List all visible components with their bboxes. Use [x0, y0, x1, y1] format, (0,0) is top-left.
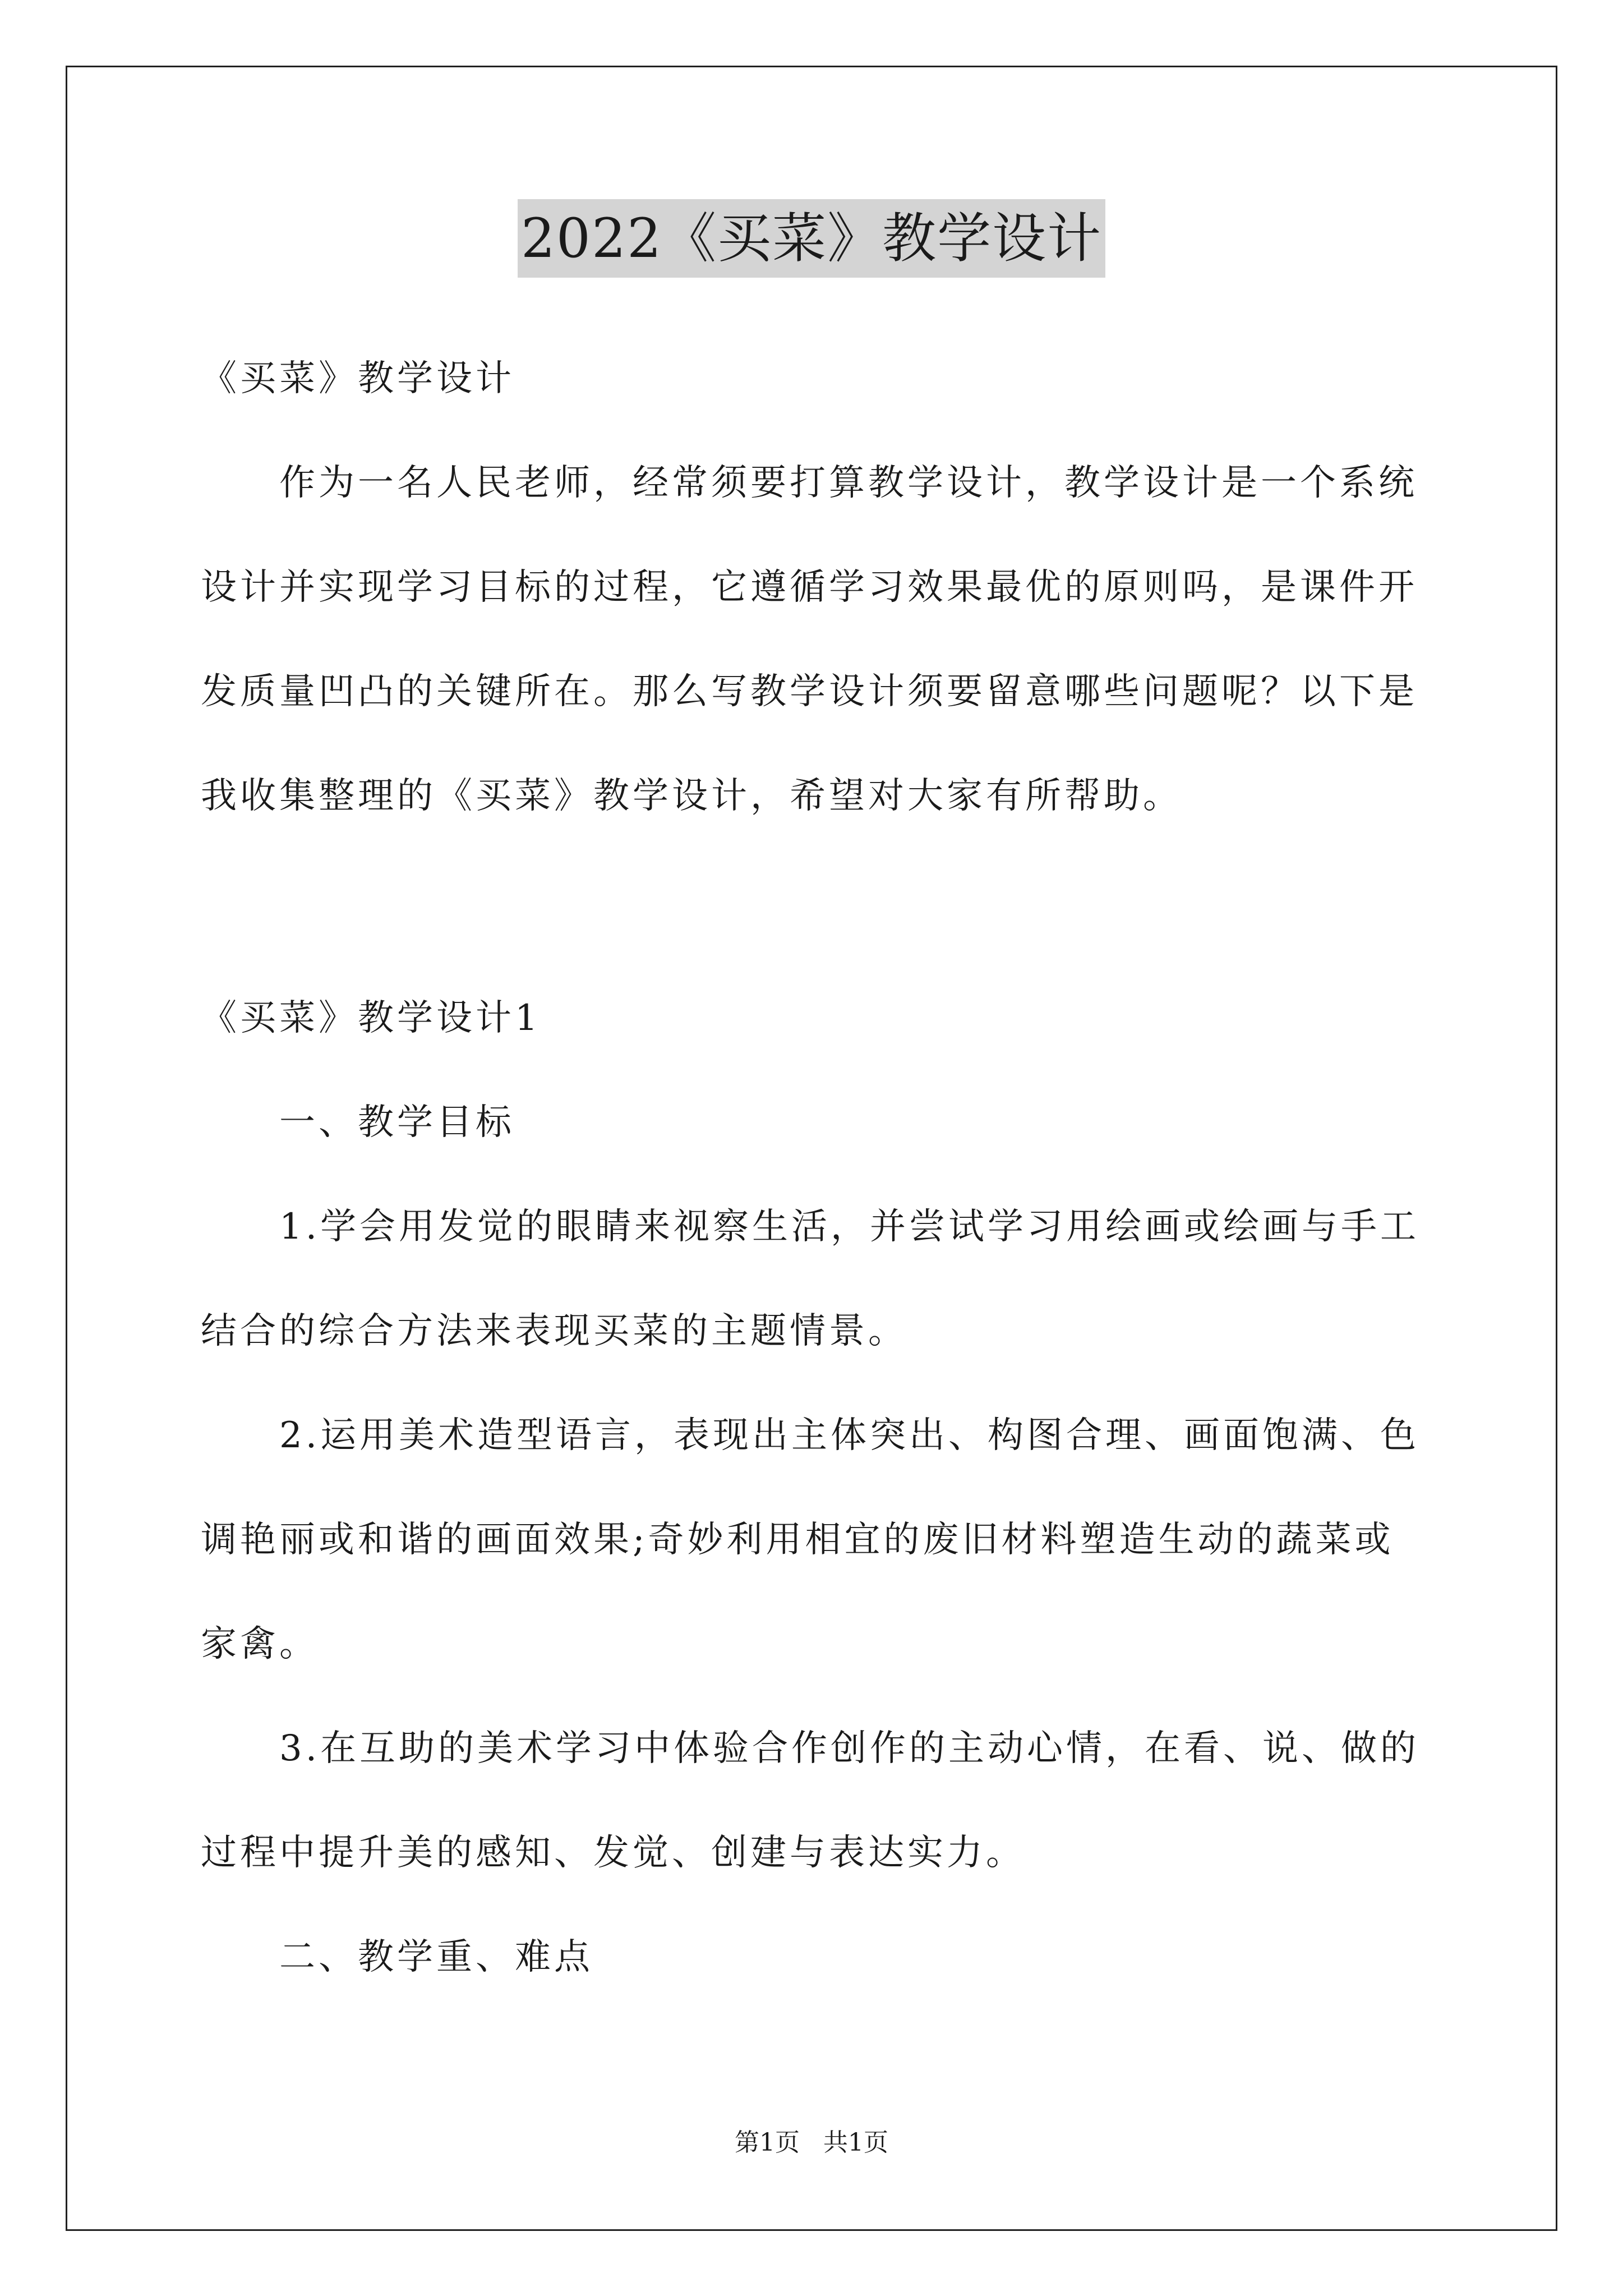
- section-title: 《买菜》教学设计1: [201, 997, 541, 1039]
- document-title: 2022《买菜》教学设计: [518, 199, 1105, 278]
- goal-2-paragraph: 2.运用美术造型语言，表现出主体突出、构图合理、画面饱满、色调艳丽或和谐的画面效果;奇妙利用相宜的废旧材料塑造生动的蔬菜或家禽。: [201, 1415, 1420, 1665]
- heading-key-points: 二、教学重、难点: [279, 1936, 593, 1978]
- page-footer: [0, 2126, 1623, 2160]
- page-current: 第1页: [735, 2128, 800, 2157]
- goal-3-paragraph: 3.在互助的美术学习中体验合作创作的主动心情，在看、说、做的过程中提升美的感知、发觉、创建与表达实力。: [201, 1728, 1420, 1874]
- intro-paragraph: 作为一名人民老师，经常须要打算教学设计，教学设计是一个系统设计并实现学习目标的过程，它遵循学习效果最优的原则吗，是课件开发质量凹凸的关键所在。那么写教学设计须要留意哪些问题呢？以下是我收集整理的《买菜》教学设计，希望对大家有所帮助。: [201, 462, 1418, 817]
- goal-1-paragraph: 1.学会用发觉的眼睛来视察生活，并尝试学习用绘画或绘画与手工结合的综合方法来表现买菜的主题情景。: [201, 1206, 1420, 1352]
- title-container: [0, 199, 1623, 278]
- heading-teaching-goals: 一、教学目标: [279, 1102, 515, 1143]
- subtitle: 《买菜》教学设计: [201, 358, 515, 399]
- page-total: 共1页: [823, 2128, 888, 2157]
